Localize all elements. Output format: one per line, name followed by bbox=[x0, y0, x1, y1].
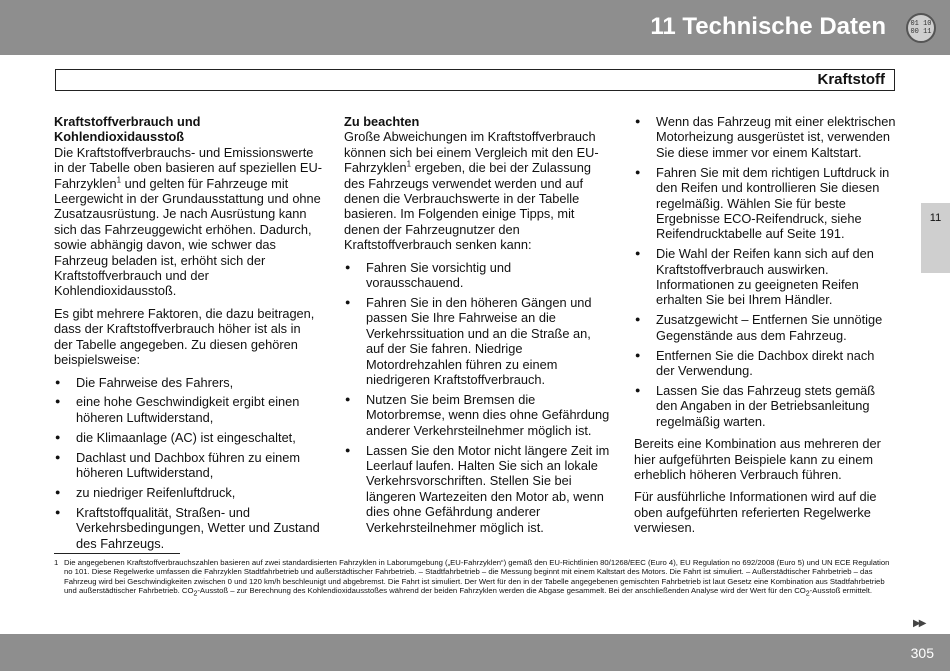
col3-paragraph-1: Bereits eine Kombination aus mehreren der hier aufgeführten Beispiele kann zu einem erheblich höheren Verbrauch führen. bbox=[634, 436, 881, 483]
section-header-box bbox=[55, 69, 895, 91]
col1-paragraph-2: Es gibt mehrere Faktoren, die dazu beitragen, dass der Kraftstoffverbrauch höher ist als in der Tabelle angegeben. Zu diesen gehören beispielsweise: bbox=[54, 305, 315, 368]
badge-line-2: 00 11 bbox=[910, 28, 932, 36]
heading-note: Zu beachten bbox=[344, 114, 420, 129]
section-title: Kraftstoff bbox=[817, 71, 885, 88]
heading-fuel-consumption: Kraftstoffverbrauch und Kohlendioxidausstoß bbox=[54, 114, 201, 145]
list-item: ● Lassen Sie den Motor nicht längere Zeit im Leerlauf laufen. Halten Sie sich an lokale Verkehrsvorschriften. Stellen Sie bei längeren Wartezeiten den Motor ab, wenn dies ohne Gefährdung anderer Verkehrsteilnehmer möglich ist. bbox=[344, 443, 612, 535]
list-item: ● Zusatzgewicht – Entfernen Sie unnötige Gegenstände aus dem Fahrzeug. bbox=[634, 312, 896, 343]
badge-line-1: 01 10 bbox=[910, 20, 932, 28]
next-page-arrows-icon[interactable]: ▶▶ bbox=[913, 618, 925, 629]
list-item: ● Wenn das Fahrzeug mit einer elektrischen Motorheizung ausgerüstet ist, verwenden Sie diese immer vor einem Kaltstart. bbox=[634, 114, 896, 160]
list-item: ● die Klimaanlage (AC) ist eingeschaltet, bbox=[54, 430, 322, 445]
list-item: ● Die Fahrweise des Fahrers, bbox=[54, 375, 322, 390]
footnote-divider bbox=[54, 553, 180, 554]
list-item: ● Fahren Sie vorsichtig und vorausschauend. bbox=[344, 260, 612, 291]
chapter-title: 11 Technische Daten bbox=[650, 13, 886, 40]
column-2 bbox=[344, 114, 612, 542]
list-item: ● Dachlast und Dachbox führen zu einem höheren Luftwiderstand, bbox=[54, 450, 322, 481]
col1-paragraph-1: Die Kraftstoffverbrauchs- und Emissionswerte in der Tabelle oben basieren auf speziellen EU-Fahrzyklen$^1$ und gelten für Fahrzeuge mit Leergewicht in der Grundausstattung und ohne Zusatzausrüstung. Je nach Ausrüstung kann sich das Fahrzeuggewicht erhöhen. Dadurch, sowie abhängig davon, wie schwer das Fahrzeug beladen ist, erhöht sich der Kraftstoffverbrauch und der Kohlendioxidausstoß. bbox=[54, 144, 322, 299]
tips-list bbox=[344, 260, 612, 535]
footnote bbox=[54, 558, 896, 598]
list-item: ● eine hohe Geschwindigkeit ergibt einen höheren Luftwiderstand, bbox=[54, 394, 322, 425]
list-item: ● Entfernen Sie die Dachbox direkt nach der Verwendung. bbox=[634, 348, 896, 379]
list-item: ● Nutzen Sie beim Bremsen die Motorbremse, wenn dies ohne Gefährdung anderer Verkehrsteilnehmer möglich ist. bbox=[344, 392, 612, 438]
list-item: ● Die Wahl der Reifen kann sich auf den Kraftstoffverbrauch auswirken. Informationen zu geeigneten Reifen erhalten Sie bei Ihrem Händler. bbox=[634, 246, 896, 308]
chapter-badge-icon bbox=[906, 13, 936, 43]
footnote-text: Die angegebenen Kraftstoffverbrauchszahlen basieren auf zwei standardisierten Fahrzyklen in Laborumgebung („EU-Fahrzyklen“) gemäß den EU-Richtlinien 80/1268/EEC (Euro 4), EU Regulation no 692/2008 (Euro 5) und UN ECE Regulation no 101. Diese Regelwerke umfassen die Fahrzyklen Stadtfahrbetrieb und außerstädtischer Fahrbetrieb. – Stadtfahrbetrieb – die Messung beginnt mit einem Kaltstart des Motors. Die Fahrt ist simuliert. – Außerstädtischer Fahrbetrieb – das Fahrzeug wird bei Geschwindigkeiten zwischen 0 und 120 km/h beschleunigt und abgebremst. Die Fahrt ist simuliert. Der Wert für den in der Tabelle angegebenen gemischten Fahrbetrieb ist laut Gesetz eine Kombination aus Stadtfahrbetrieb und außerstädtischer Fahrbetrieb. $CO_2$-Ausstoß – zur Berechnung des Kohlendioxidausstoßes während der beiden Fahrzyklen werden die Abgase gesammelt. Bei der anschließenden Analyse wird der Wert für den $CO_2$-Ausstoß ermittelt. bbox=[64, 558, 890, 598]
column-1 bbox=[54, 114, 322, 558]
footnote-ref[interactable]: 1 bbox=[406, 159, 412, 169]
header-bar bbox=[0, 0, 950, 55]
list-item: ● Fahren Sie in den höheren Gängen und passen Sie Ihre Fahrweise an die Verkehrssituation und an die Straße an, auf der Sie fahren. Niedrige Motordrehzahlen führen zu einem niedrigeren Kraftstoffverbrauch. bbox=[344, 295, 612, 387]
tips-list-continued bbox=[634, 114, 896, 429]
col3-paragraph-2: Für ausführliche Informationen wird auf die oben aufgeführten referierten Regelwerke verwiesen. bbox=[634, 489, 877, 536]
footnote-ref[interactable]: 1 bbox=[116, 175, 122, 185]
list-item: ● Kraftstoffqualität, Straßen- und Verkehrsbedingungen, Wetter und Zustand des Fahrzeugs. bbox=[54, 505, 322, 551]
page-number: 305 bbox=[910, 645, 934, 661]
chapter-side-tab[interactable] bbox=[921, 203, 950, 273]
column-3 bbox=[634, 114, 896, 543]
list-item: ● Fahren Sie mit dem richtigen Luftdruck in den Reifen und kontrollieren Sie diesen regelmäßig. Wählen Sie für beste Ergebnisse ECO-Reifendruck, siehe Reifendrucktabelle auf Seite 191. bbox=[634, 165, 896, 242]
col2-paragraph-1: Große Abweichungen im Kraftstoffverbrauch können sich bei einem Vergleich mit den EU-Fahrzyklen$^1$ ergeben, die bei der Zulassung des Fahrzeugs verwendet werden und auf denen die Verbrauchswerte in der Tabelle basieren. Im Folgenden einige Tipps, mit denen der Fahrzeugnutzer den Kraftstoffverbrauch senken kann: bbox=[344, 129, 599, 253]
footnote-number: 1 bbox=[54, 558, 59, 567]
list-item: ● zu niedriger Reifenluftdruck, bbox=[54, 485, 322, 500]
side-tab-label: 11 bbox=[929, 212, 942, 224]
factor-list bbox=[54, 375, 322, 552]
footer-bar bbox=[0, 634, 950, 671]
list-item: ● Lassen Sie das Fahrzeug stets gemäß den Angaben in der Betriebsanleitung regelmäßig warten. bbox=[634, 383, 896, 429]
